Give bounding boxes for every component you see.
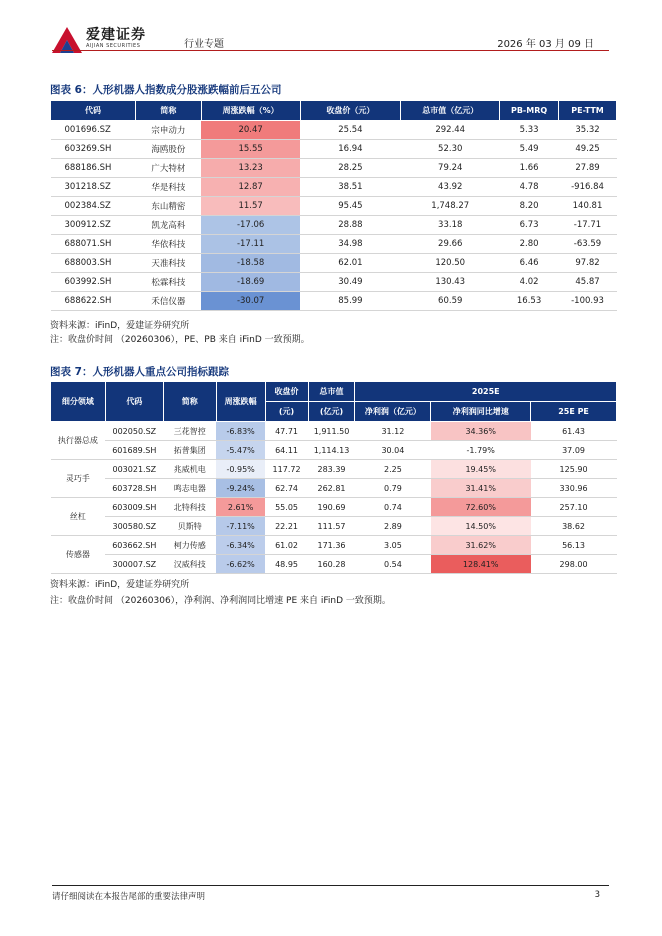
table-cell: 34.98 [300,235,401,254]
th-growth: 净利润同比增速 [431,402,531,422]
table-cell: -17.06 [201,216,300,235]
table-cell: 柯力传感 [163,536,216,555]
table-cell: 30.04 [355,441,431,460]
table-row [51,197,617,216]
table-cell: 330.96 [531,479,617,498]
sector-cell: 执行器总成 [51,422,106,460]
th-pe: 25E PE [531,402,617,422]
sector-cell: 丝杠 [51,498,106,536]
table-cell: 003021.SZ [105,460,163,479]
table-cell: 22.21 [265,517,308,536]
table-cell: 28.88 [300,216,401,235]
table-cell: -1.79% [431,441,531,460]
table-cell: -0.95% [216,460,265,479]
table-cell: 688186.SH [51,159,136,178]
table-row [51,159,617,178]
table-row [51,441,617,460]
table-cell: 64.11 [265,441,308,460]
table-cell: 3.05 [355,536,431,555]
table-row [51,254,617,273]
table-cell: 31.41% [431,479,531,498]
table-cell: 13.23 [201,159,300,178]
table-cell: -18.69 [201,273,300,292]
table-cell: 6.46 [500,254,559,273]
table-cell: 31.12 [355,422,431,441]
table1-header-cell: 代码 [51,101,136,121]
table-cell: 601689.SH [105,441,163,460]
table1-header-row [51,101,617,121]
table-cell: 1,114.13 [308,441,355,460]
table-row [51,555,617,574]
table-cell: -6.83% [216,422,265,441]
table-cell: 禾信仪器 [135,292,201,311]
table-cell: 凯龙高科 [135,216,201,235]
report-section: 行业专题 [184,39,224,50]
table1-header-cell: 周涨跌幅（%） [201,101,300,121]
top-bottom-stocks-table [50,100,617,311]
table-cell: -916.84 [559,178,617,197]
th-year: 2025E [355,382,617,402]
table-cell: 85.99 [300,292,401,311]
table-cell: 43.92 [401,178,500,197]
table-cell: 14.50% [431,517,531,536]
table-cell: 140.81 [559,197,617,216]
table-cell: 97.82 [559,254,617,273]
th-sector: 细分领域 [51,382,106,422]
table-cell: 262.81 [308,479,355,498]
table-cell: 0.54 [355,555,431,574]
table-cell: 28.25 [300,159,401,178]
table-cell: 广大特材 [135,159,201,178]
table-cell: -6.62% [216,555,265,574]
table-cell: 35.32 [559,121,617,140]
table-cell: -17.71 [559,216,617,235]
th-close-unit: (元) [265,402,308,422]
table-cell: 125.90 [531,460,617,479]
table-cell: 128.41% [431,555,531,574]
th-code: 代码 [105,382,163,422]
footer-disclaimer: 请仔细阅读在本报告尾部的重要法律声明 [52,892,206,902]
table-row [51,273,617,292]
table-row [51,292,617,311]
table1-header-cell: 收盘价（元） [300,101,401,121]
table-cell: 16.53 [500,292,559,311]
table-cell: 松霖科技 [135,273,201,292]
table-cell: -7.11% [216,517,265,536]
table-cell: 160.28 [308,555,355,574]
table-cell: 北特科技 [163,498,216,517]
th-name: 简称 [163,382,216,422]
table-cell: 19.45% [431,460,531,479]
table-cell: 257.10 [531,498,617,517]
table-cell: 60.59 [401,292,500,311]
table-row [51,178,617,197]
table-cell: 2.25 [355,460,431,479]
table-cell: 29.66 [401,235,500,254]
table-cell: 283.39 [308,460,355,479]
table-cell: 001696.SZ [51,121,136,140]
table-row [51,121,617,140]
table-cell: 38.62 [531,517,617,536]
page-header [52,27,610,57]
table-cell: 62.74 [265,479,308,498]
table-cell: 111.57 [308,517,355,536]
table-cell: 华依科技 [135,235,201,254]
table-cell: 16.94 [300,140,401,159]
table-cell: 33.18 [401,216,500,235]
table-cell: 603728.SH [105,479,163,498]
table-cell: -9.24% [216,479,265,498]
table-row [51,235,617,254]
table-cell: 190.69 [308,498,355,517]
table-cell: 贝斯特 [163,517,216,536]
table-cell: -6.34% [216,536,265,555]
table-cell: 37.09 [531,441,617,460]
table-cell: 79.24 [401,159,500,178]
table-cell: 鸣志电器 [163,479,216,498]
table-cell: 25.54 [300,121,401,140]
table-cell: 49.25 [559,140,617,159]
table-cell: 15.55 [201,140,300,159]
table-row [51,498,617,517]
table-cell: 12.87 [201,178,300,197]
table1-header-cell: PB-MRQ [500,101,559,121]
page-number: 3 [594,890,600,900]
table-cell: 38.51 [300,178,401,197]
table-cell: 5.33 [500,121,559,140]
th-weekly: 周涨跌幅 [216,382,265,422]
table-cell: 8.20 [500,197,559,216]
table1-source: 资料来源：iFinD，爱建证券研究所 [50,321,190,331]
table-cell: 688071.SH [51,235,136,254]
table-cell: 61.02 [265,536,308,555]
table-cell: 1,748.27 [401,197,500,216]
table-cell: 4.78 [500,178,559,197]
table-row [51,140,617,159]
table-cell: 47.71 [265,422,308,441]
table-cell: 52.30 [401,140,500,159]
table-cell: 6.73 [500,216,559,235]
table-cell: 688622.SH [51,292,136,311]
sector-cell: 传感器 [51,536,106,574]
table-cell: 55.05 [265,498,308,517]
key-companies-table [50,381,617,574]
table-cell: 292.44 [401,121,500,140]
table-cell: 宗申动力 [135,121,201,140]
table-cell: 汉威科技 [163,555,216,574]
report-date: 2026 年 03 月 09 日 [497,39,594,50]
table-cell: 2.61% [216,498,265,517]
table-cell: 62.01 [300,254,401,273]
table-cell: 华是科技 [135,178,201,197]
table-cell: 56.13 [531,536,617,555]
header-divider [52,50,609,51]
table-cell: 603009.SH [105,498,163,517]
table-cell: 海鸥股份 [135,140,201,159]
logo-chinese-name: 爱建证券 [86,27,146,43]
table-cell: 301218.SZ [51,178,136,197]
th-mcap-unit: (亿元) [308,402,355,422]
table-cell: 61.43 [531,422,617,441]
table-cell: 95.45 [300,197,401,216]
table-cell: -18.58 [201,254,300,273]
sector-cell: 灵巧手 [51,460,106,498]
table-cell: 002050.SZ [105,422,163,441]
table-cell: 688003.SH [51,254,136,273]
table-cell: 31.62% [431,536,531,555]
footer-divider [52,885,609,886]
table-row [51,460,617,479]
table-cell: 298.00 [531,555,617,574]
table-cell: -30.07 [201,292,300,311]
table-cell: 30.49 [300,273,401,292]
table-cell: 2.89 [355,517,431,536]
table-cell: 48.95 [265,555,308,574]
table-cell: -5.47% [216,441,265,460]
table-cell: 1,911.50 [308,422,355,441]
table-row [51,422,617,441]
table-row [51,517,617,536]
th-mcap: 总市值 [308,382,355,402]
table1-header-cell: 总市值（亿元） [401,101,500,121]
th-close: 收盘价 [265,382,308,402]
table-cell: 11.57 [201,197,300,216]
table2-source: 资料来源：iFinD，爱建证券研究所 [50,580,190,590]
th-profit: 净利润（亿元） [355,402,431,422]
table-cell: 002384.SZ [51,197,136,216]
table-cell: 三花智控 [163,422,216,441]
table-cell: 5.49 [500,140,559,159]
table-cell: -17.11 [201,235,300,254]
table-cell: 72.60% [431,498,531,517]
table-cell: 天准科技 [135,254,201,273]
table-cell: 300580.SZ [105,517,163,536]
table-cell: 兆威机电 [163,460,216,479]
table-cell: 603662.SH [105,536,163,555]
table-cell: 34.36% [431,422,531,441]
table-cell: 1.66 [500,159,559,178]
table-cell: 0.79 [355,479,431,498]
table-cell: 117.72 [265,460,308,479]
table-cell: -63.59 [559,235,617,254]
table-cell: 东山精密 [135,197,201,216]
table-row [51,536,617,555]
table-cell: 拓普集团 [163,441,216,460]
table2-title: 图表 7：人形机器人重点公司指标跟踪 [50,366,229,378]
table1-header-cell: 简称 [135,101,201,121]
table-cell: 300912.SZ [51,216,136,235]
table-cell: 2.80 [500,235,559,254]
table2-note: 注：收盘价时间 （20260306），净利润、净利润同比增速 PE 来自 iFinD 一致预期。 [50,596,391,606]
table-cell: 20.47 [201,121,300,140]
table-cell: 300007.SZ [105,555,163,574]
table1-title: 图表 6：人形机器人指数成分股涨跌幅前后五公司 [50,84,282,96]
table-cell: 27.89 [559,159,617,178]
table-cell: 130.43 [401,273,500,292]
table-cell: 45.87 [559,273,617,292]
table-cell: 4.02 [500,273,559,292]
table1-note: 注：收盘价时间 （20260306），PE、PB 来自 iFinD 一致预期。 [50,335,310,345]
table-cell: 120.50 [401,254,500,273]
table-row [51,216,617,235]
table-cell: 603269.SH [51,140,136,159]
table-row [51,479,617,498]
logo-english-name: AIJIAN SECURITIES [86,43,141,49]
table1-header-cell: PE-TTM [559,101,617,121]
table-cell: -100.93 [559,292,617,311]
table-cell: 171.36 [308,536,355,555]
table-cell: 603992.SH [51,273,136,292]
table-cell: 0.74 [355,498,431,517]
